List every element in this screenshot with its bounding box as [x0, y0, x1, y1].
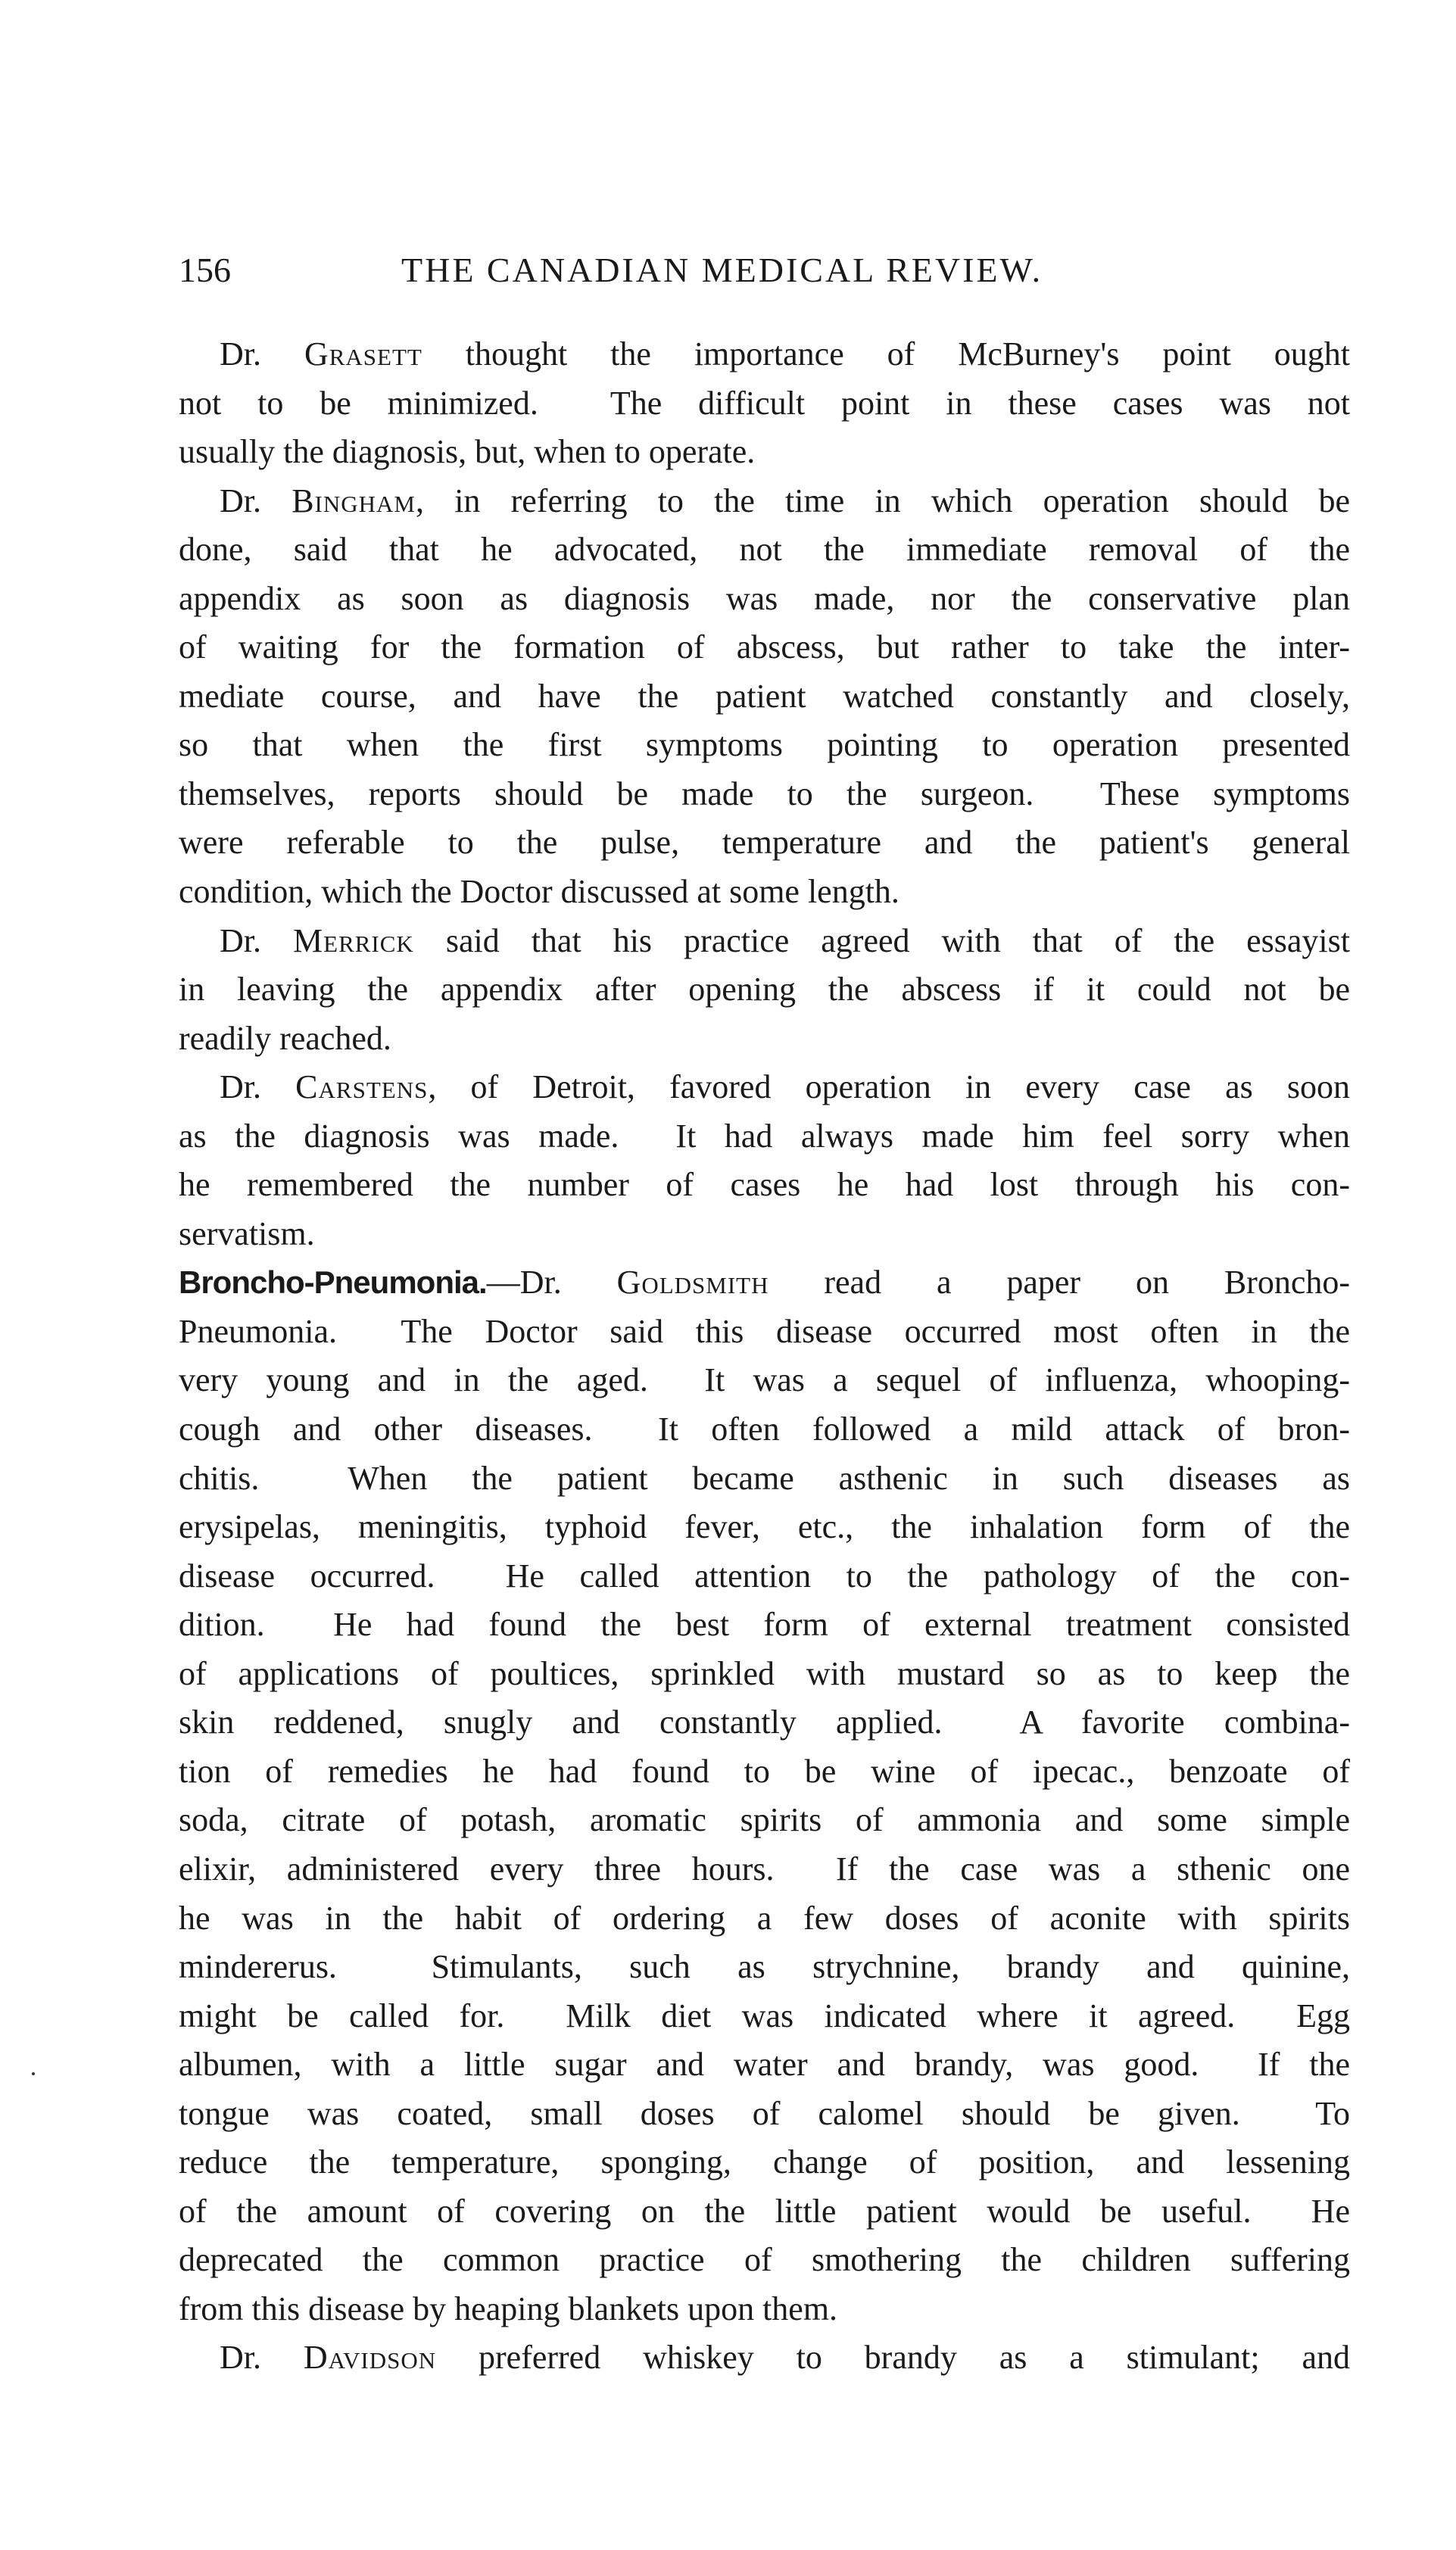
text-run: servatism.: [179, 1214, 315, 1252]
print-speck: [32, 2072, 35, 2075]
text-line: [179, 721, 1350, 770]
person-name: Merrick: [293, 921, 414, 959]
text-run: read a paper on Broncho-: [769, 1264, 1350, 1301]
text-run: , of Detroit, favored operation in every case as soon: [428, 1068, 1351, 1106]
text-line: [179, 1356, 1350, 1405]
text-line: [179, 1698, 1350, 1747]
text-line: [179, 1552, 1350, 1601]
text-line: [179, 965, 1350, 1015]
text-run: readily reached.: [179, 1019, 391, 1057]
text-run: he remembered the number of cases he had lost through his con-: [179, 1166, 1350, 1204]
text-line: [179, 477, 1350, 526]
text-run: were referable to the pulse, temperature and the patient's general: [179, 824, 1350, 862]
text-line: [179, 1308, 1350, 1357]
text-run: usually the diagnosis, but, when to operate.: [179, 433, 756, 471]
text-run: Dr.: [220, 921, 294, 959]
text-run: tion of remedies he had found to be wine of ipecac., benzoate of: [179, 1752, 1350, 1790]
text-line: [179, 575, 1350, 624]
text-run: Dr.: [220, 482, 292, 519]
text-line: [179, 2138, 1350, 2187]
text-run: of waiting for the formation of abscess, but rather to take the inter-: [179, 628, 1350, 666]
text-run: Dr.: [220, 335, 304, 373]
text-line: [179, 917, 1350, 966]
text-run: might be called for. Milk diet was indicated where it agreed. Egg: [179, 1997, 1350, 2034]
text-run: Dr.: [220, 2339, 304, 2377]
text-run: of the amount of covering on the little patient would be useful. He: [179, 2192, 1350, 2230]
text-run: cough and other diseases. It often followed a mild attack of bron-: [179, 1411, 1350, 1448]
text-run: so that when the first symptoms pointing to operation presented: [179, 726, 1350, 764]
text-run: not to be minimized. The difficult point in these cases was not: [179, 384, 1350, 422]
text-run: done, said that he advocated, not the immediate removal of the: [179, 531, 1350, 569]
text-run: tongue was coated, small doses of calomel should be given. To: [179, 2094, 1350, 2132]
text-run: erysipelas, meningitis, typhoid fever, etc., the inhalation form of the: [179, 1508, 1350, 1546]
text-run: Dr.: [220, 1068, 296, 1106]
text-run: appendix as soon as diagnosis was made, nor the conservative plan: [179, 579, 1350, 617]
text-run: chitis. When the patient became asthenic in such diseases as: [179, 1459, 1350, 1497]
text-run: preferred whiskey to brandy as a stimulant; and: [436, 2339, 1351, 2377]
text-run: albumen, with a little sugar and water and brandy, was good. If the: [179, 2046, 1350, 2084]
text-line: [179, 1894, 1350, 1944]
text-line: [179, 1796, 1350, 1845]
person-name: Grasett: [304, 335, 422, 373]
person-name: Davidson: [303, 2339, 437, 2377]
text-line: [179, 1454, 1350, 1504]
text-run: reduce the temperature, sponging, change of position, and lessening: [179, 2143, 1350, 2181]
section-heading: Broncho-Pneumonia.: [179, 1264, 487, 1301]
text-run: condition, which the Doctor discussed at some length.: [179, 873, 899, 911]
text-line: [179, 1650, 1350, 1699]
running-title: THE CANADIAN MEDICAL REVIEW.: [401, 251, 1043, 289]
text-run: themselves, reports should be made to the surgeon. These symptoms: [179, 775, 1350, 812]
text-line: [179, 428, 1350, 477]
text-line: [179, 770, 1350, 819]
text-run: , in referring to the time in which operation should be: [416, 482, 1351, 519]
text-line: [179, 818, 1350, 868]
text-line: [179, 1601, 1350, 1650]
text-line: [179, 1503, 1350, 1552]
text-line: [179, 2236, 1350, 2285]
text-run: of applications of poultices, sprinkled with mustard so as to keep the: [179, 1654, 1350, 1692]
text-line: [179, 2090, 1350, 2139]
text-line: [179, 525, 1350, 575]
page-number: 156: [179, 251, 231, 289]
running-header: [179, 250, 1350, 303]
person-name: Carstens: [295, 1068, 429, 1106]
person-name: Goldsmith: [616, 1264, 769, 1301]
text-run: from this disease by heaping blankets upon them.: [179, 2290, 838, 2327]
text-line: [179, 1405, 1350, 1454]
text-line: [179, 1112, 1350, 1161]
text-run: skin reddened, snugly and constantly applied. A favorite combina-: [179, 1704, 1350, 1741]
text-run: Pneumonia. The Doctor said this disease occurred most often in the: [179, 1312, 1350, 1350]
text-line: [179, 1258, 1350, 1308]
text-run: —Dr.: [486, 1264, 617, 1301]
text-run: thought the importance of McBurney's point ought: [422, 335, 1350, 373]
text-line: [179, 623, 1350, 672]
text-line: [179, 2285, 1350, 2334]
text-line: [179, 2040, 1350, 2090]
text-run: said that his practice agreed with that of the essayist: [413, 921, 1351, 959]
person-name: Bingham: [292, 482, 416, 519]
text-run: elixir, administered every three hours. If the case was a sthenic one: [179, 1850, 1350, 1888]
text-run: dition. He had found the best form of external treatment consisted: [179, 1606, 1350, 1644]
text-line: [179, 2333, 1350, 2383]
text-run: disease occurred. He called attention to the pathology of the con-: [179, 1557, 1350, 1595]
text-run: mindererus. Stimulants, such as strychnine, brandy and quinine,: [179, 1948, 1350, 1986]
text-run: soda, citrate of potash, aromatic spirits of ammonia and some simple: [179, 1801, 1350, 1839]
text-line: [179, 1210, 1350, 1259]
text-run: he was in the habit of ordering a few doses of aconite with spirits: [179, 1899, 1350, 1937]
text-run: mediate course, and have the patient watched constantly and closely,: [179, 677, 1350, 715]
text-line: [179, 330, 1350, 379]
text-run: as the diagnosis was made. It had always made him feel sorry when: [179, 1117, 1350, 1155]
text-line: [179, 1992, 1350, 2041]
text-line: [179, 1845, 1350, 1894]
text-line: [179, 1943, 1350, 1992]
text-line: [179, 1161, 1350, 1210]
text-line: [179, 2187, 1350, 2237]
text-line: [179, 1063, 1350, 1112]
article-body: [179, 330, 1350, 2383]
text-line: [179, 868, 1350, 917]
text-line: [179, 379, 1350, 429]
text-run: deprecated the common practice of smothering the children suffering: [179, 2241, 1350, 2279]
text-line: [179, 1747, 1350, 1797]
text-run: in leaving the appendix after opening the abscess if it could not be: [179, 971, 1350, 1008]
text-line: [179, 672, 1350, 722]
text-run: very young and in the aged. It was a sequel of influenza, whooping-: [179, 1361, 1350, 1399]
text-line: [179, 1015, 1350, 1064]
